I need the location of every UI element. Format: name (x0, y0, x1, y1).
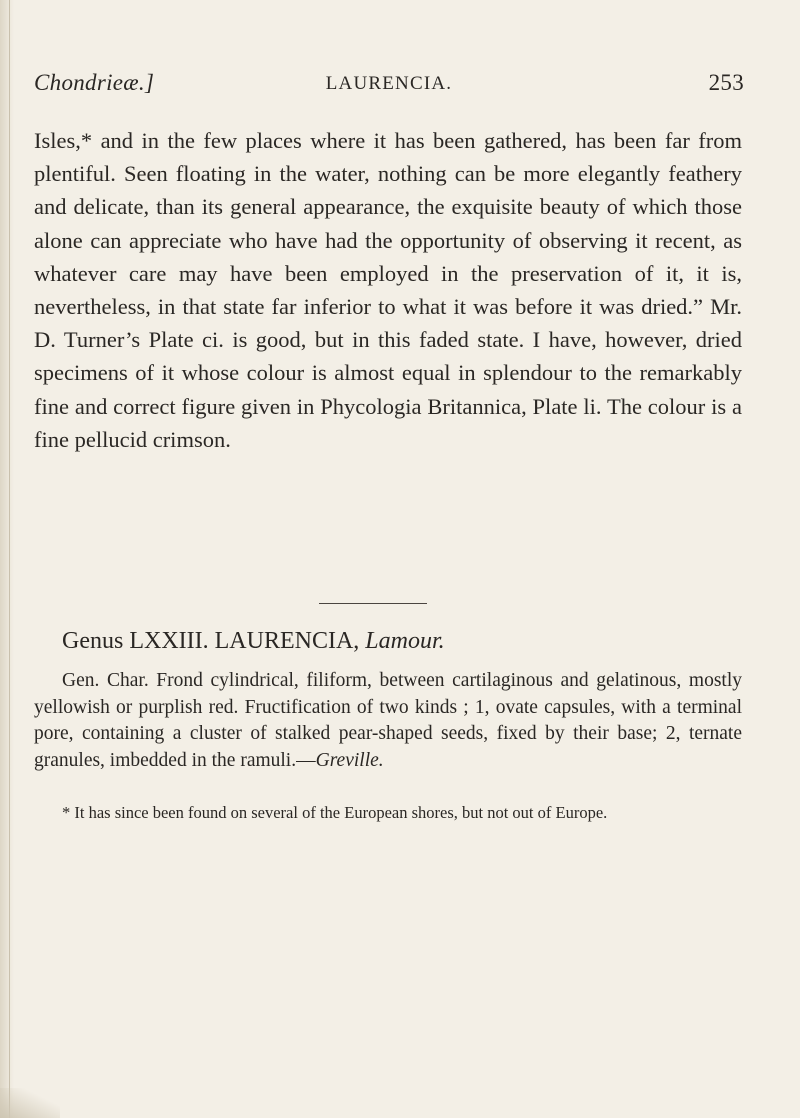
generic-character-text: Gen. Char. Frond cylindrical, filiform, between cartilaginous and gelatinous, mostly yellowish or purplish red. Fructification of two kinds ; 1, ovate capsules, with a terminal pore, containing a cluster of stalked pear-shaped seeds, fixed by their base; 2, ternate granules, imbedded in the ramuli.— (34, 670, 742, 771)
genus-authority: Lamour. (365, 628, 445, 654)
running-head-title: LAURENCIA. (325, 73, 453, 94)
running-head (34, 70, 744, 104)
page-edge-line (9, 0, 10, 1118)
genus-heading-text: Genus LXXIII. LAURENCIA, (62, 628, 360, 654)
section-divider (319, 603, 427, 604)
footnote: * It has since been found on several of the European shores, but not out of Europe. (62, 803, 608, 822)
body-paragraph: Isles,* and in the few places where it has been gathered, has been far from plentiful. Seen floating in the water, nothing can be more elegantly feathery and delicate, than its general appearance, the exquisite beauty of which those alone can appreciate who have had the opportunity of observing it recent, as whatever care may have been employed in the preservation of it, it is, nevertheless, in that state far inferior to what it was before it was dried.” Mr. D. Turner’s Plate ci. is good, but in this faded state. I have, however, dried specimens of it whose colour is almost equal in splendour to the remarkably fine and correct figure given in Phycologia Britannica, Plate li. The colour is a fine pellucid crimson. (34, 128, 742, 452)
page-bottom-shadow (0, 1088, 60, 1118)
page-number: 253 (708, 70, 744, 95)
generic-character-authority: Greville. (315, 749, 384, 771)
running-head-section: Chondrieæ.] (34, 70, 155, 95)
page-edge (0, 0, 14, 1118)
generic-character (34, 668, 742, 774)
genus-heading (62, 628, 762, 655)
